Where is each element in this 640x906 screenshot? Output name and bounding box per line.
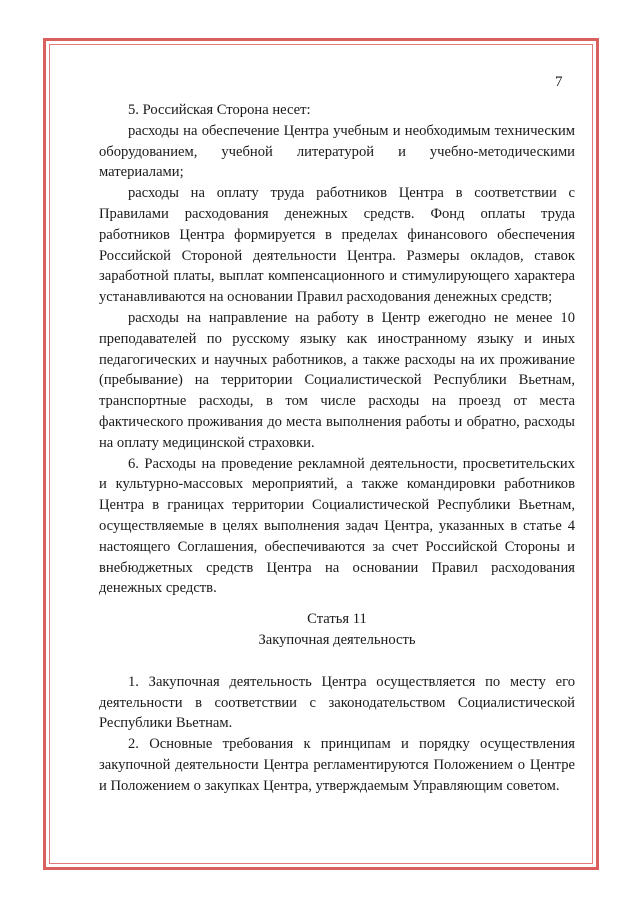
article-number: Статья 11 [307, 611, 367, 628]
article-title: Закупочная деятельность [258, 631, 416, 648]
paragraph: 1. Закупочная деятельность Центра осуществляется по месту его деятельности в соответствии с законодательством Социалистической Республики Вьетнам. [99, 673, 575, 732]
document-body [99, 100, 575, 797]
paragraph: 5. Российская Сторона несет: [128, 102, 311, 118]
paragraph: 6. Расходы на проведение рекламной деятельности, просветительских и культурно-массовых мероприятий, а также командировки работников Центра в границах территории Социалистической Республики Вьетнам, осуществляемые в целях выполнения задач Центра, указанных в статье 4 настоящего Соглашения, обеспечиваются за счет Российской Стороны и внебюджетных средств Центра на основании Правил расходования денежных средств. [99, 455, 575, 597]
paragraph: расходы на направление на работу в Центр ежегодно не менее 10 преподавателей по русскому языку как иностранному языку и иных педагогических и научных работников, а также расходы на их проживание (пребывание) на территории Социалистической Республики Вьетнам, транспортные расходы, в том числе расходы на проезд от места фактического проживания до места выполнения работы и обратно, расходы на оплату медицинской страховки. [99, 309, 575, 451]
paragraph: расходы на оплату труда работников Центра в соответствии с Правилами расходования денежных средств. Фонд оплаты труда работников Центра формируется в пределах финансового обеспечения Российской Стороной деятельности Центра. Размеры окладов, ставок заработной платы, выплат компенсационного и стимулирующего характера устанавливаются на основании Правил расходования денежных средств; [99, 185, 575, 306]
paragraph: расходы на обеспечение Центра учебным и необходимым техническим оборудованием, учебной литературой и учебно-методическими материалами; [99, 122, 575, 181]
page-number: 7 [555, 74, 563, 90]
paragraph: 2. Основные требования к принципам и порядку осуществления закупочной деятельности Центра регламентируются Положением о Центре и Положением о закупках Центра, утверждаемым Управляющим советом. [99, 736, 575, 794]
